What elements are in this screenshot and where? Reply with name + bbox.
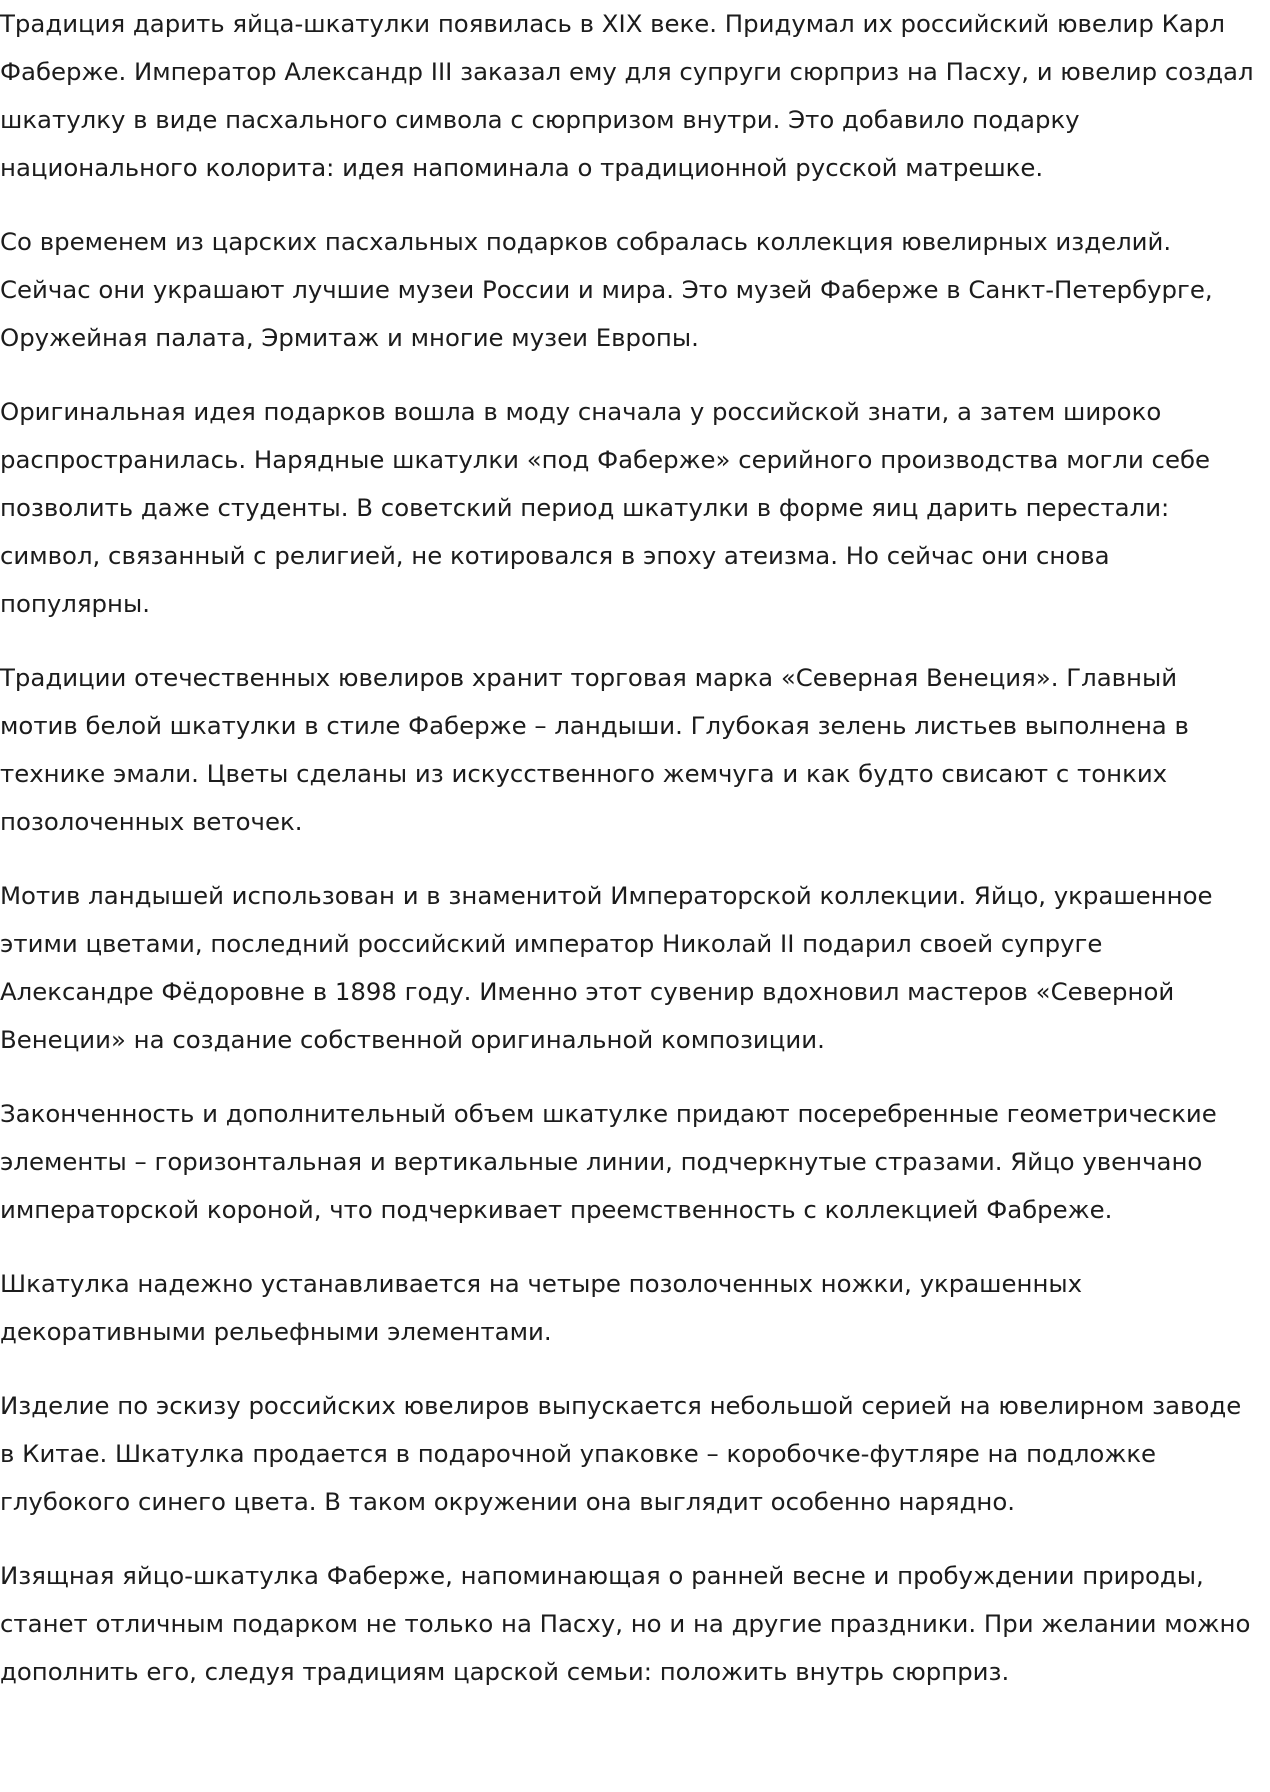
paragraph-gift: Изящная яйцо-шкатулка Фаберже, напоминающая о ранней весне и пробуждении природы, станет отличным подарком не только на Пасху, но и на другие праздники. При желании можно дополнить его, следуя традициям царской семьи: положить внутрь сюрприз.: [0, 1561, 1251, 1686]
paragraph-museums: Со временем из царских пасхальных подарков собралась коллекция ювелирных изделий. Сейчас они украшают лучшие музеи России и мира. Это музей Фаберже в Санкт-Петербурге, Оружейная палата, Эрмитаж и многие музеи Европы.: [0, 227, 1213, 352]
paragraph-decoration: Законченность и дополнительный объем шкатулке придают посеребренные геометрические элементы – горизонтальная и вертикальные линии, подчеркнутые стразами. Яйцо увенчано императорской короной, что подчеркивает преемственность с коллекцией Фабреже.: [0, 1099, 1217, 1224]
paragraph-popularity: Оригинальная идея подарков вошла в моду сначала у российской знати, а затем широко распространилась. Нарядные шкатулки «под Фаберже» серийного производства могли себе позволить даже студенты. В советский период шкатулки в форме яиц дарить перестали: символ, связанный с религией, не котировался в эпоху атеизма. Но сейчас они снова популярны.: [0, 397, 1211, 618]
paragraph-production: Изделие по эскизу российских ювелиров выпускается небольшой серией на ювелирном заводе в Китае. Шкатулка продается в подарочной упаковке – коробочке-футляре на подложке глубокого синего цвета. В таком окружении она выглядит особенно нарядно.: [0, 1391, 1242, 1516]
paragraph-history: Традиция дарить яйца-шкатулки появилась в XIX веке. Придумал их российский ювелир Карл Фаберже. Император Александр III заказал ему для супруги сюрприз на Пасху, и ювелир создал шкатулку в виде пасхального символа с сюрпризом внутри. Это добавило подарку национального колорита: идея напоминала о традиционной русской матрешке.: [0, 9, 1254, 182]
paragraph-brand: Традиции отечественных ювелиров хранит торговая марка «Северная Венеция». Главный мотив белой шкатулки в стиле Фаберже – ландыши. Глубокая зелень листьев выполнена в технике эмали. Цветы сделаны из искусственного жемчуга и как будто свисают с тонких позолоченных веточек.: [0, 663, 1189, 836]
paragraph-legs: Шкатулка надежно устанавливается на четыре позолоченных ножки, украшенных декоративными рельефными элементами.: [0, 1269, 1083, 1346]
paragraph-lily-motif: Мотив ландышей использован и в знаменитой Императорской коллекции. Яйцо, украшенное этими цветами, последний российский император Николай II подарил своей супруге Александре Фёдоровне в 1898 году. Именно этот сувенир вдохновил мастеров «Северной Венеции» на создание собственной оригинальной композиции.: [0, 881, 1213, 1054]
